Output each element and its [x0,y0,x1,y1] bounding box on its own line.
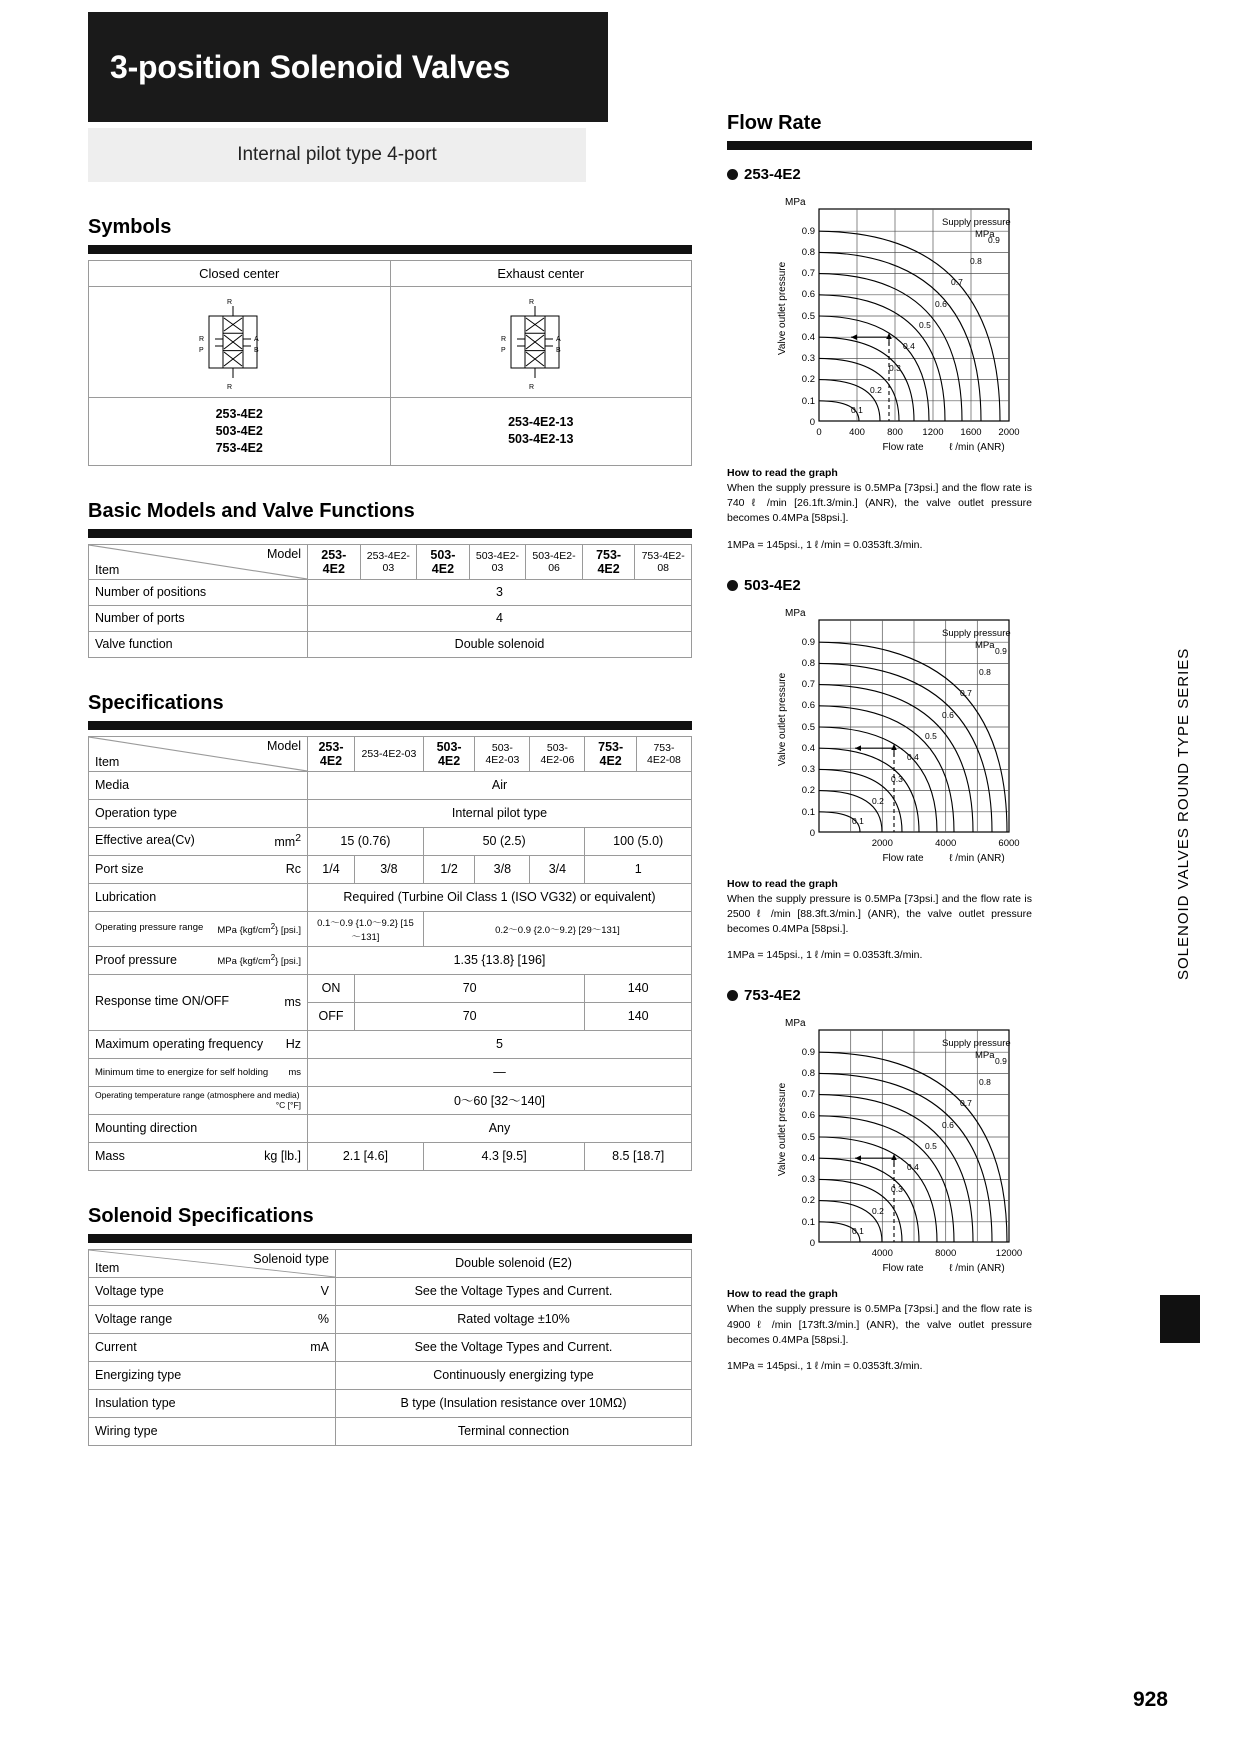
svg-text:ℓ /min (ANR): ℓ /min (ANR) [949,442,1005,453]
row-label: Number of ports [89,605,308,631]
symbols-table [88,260,692,466]
svg-text:0.1: 0.1 [801,396,815,407]
model-header: 253-4E2-03 [360,544,417,579]
model-name: 253-4E2-13 [508,415,574,430]
svg-text:8000: 8000 [935,1248,957,1260]
svg-text:ℓ /min (ANR): ℓ /min (ANR) [949,1263,1005,1275]
table-row [89,1114,692,1142]
svg-text:0.1: 0.1 [851,405,863,415]
response-off-label: OFF [308,1002,355,1030]
svg-text:0.3: 0.3 [801,763,815,775]
row-label: Lubrication [89,883,308,911]
table-row [89,946,692,974]
row-value: Required (Turbine Oil Class 1 (ISO VG32) or equivalent) [308,883,692,911]
symbols-section [88,216,692,466]
response-on-label: ON [308,974,355,1002]
svg-text:0.7: 0.7 [960,687,972,698]
table-row [89,1389,692,1417]
row-label: Insulation type [89,1389,336,1417]
svg-text:0.8: 0.8 [970,256,982,266]
table-row [89,605,692,631]
item-label: Item [95,1260,120,1275]
flow-chart-753 [727,1008,1032,1278]
table-row [89,1305,692,1333]
row-value: Internal pilot type [308,799,692,827]
svg-text:Valve outlet pressure: Valve outlet pressure [777,1083,788,1177]
row-label: Operation type [89,799,308,827]
row-value: 3/4 [530,855,585,883]
table-row [89,911,692,946]
solenoid-type-label: Solenoid type [253,1251,329,1266]
item-label: Item [95,754,120,769]
symbols-col2-header: Exhaust center [390,261,692,287]
symbols-heading: Symbols [88,216,172,238]
svg-text:0.8: 0.8 [979,1077,991,1088]
howto-label-753: How to read the graph [727,1288,838,1301]
svg-text:0.7: 0.7 [951,277,963,287]
row-value: 3 [308,579,692,605]
side-marker [1160,1295,1200,1343]
row-value: 140 [585,1002,692,1030]
row-value: 3/8 [355,855,424,883]
port-label: R [227,299,233,306]
svg-text:0.3: 0.3 [891,1184,903,1195]
label-text: Current [95,1340,137,1355]
row-value: Double solenoid [308,631,692,657]
svg-text:0.7: 0.7 [960,1098,972,1109]
svg-text:Supply pressure: Supply pressure [942,627,1011,639]
row-label-voltage-type [89,1277,336,1305]
row-label: Valve function [89,631,308,657]
svg-text:0.4: 0.4 [907,751,919,762]
table-row [89,1277,692,1305]
port-label: R [199,336,205,343]
port-label: R [528,299,534,306]
svg-text:0.7: 0.7 [801,268,815,279]
svg-text:2000: 2000 [871,837,893,849]
svg-text:0: 0 [816,427,822,438]
symbols-models-exhaust [390,398,692,466]
svg-text:Supply pressure: Supply pressure [942,1038,1011,1050]
table-row [89,771,692,799]
table-row [89,1058,692,1086]
svg-text:0.1: 0.1 [801,806,815,818]
svg-text:MPa: MPa [785,1018,806,1030]
port-label: P [199,347,204,354]
specifications-section [88,692,692,1171]
label-text: Response time ON/OFF [95,994,230,1009]
svg-text:0.5: 0.5 [925,730,937,741]
svg-text:MPa: MPa [975,229,995,240]
item-model-header [89,736,308,771]
model-header: 503-4E2 [417,544,470,579]
unit-label: mA [310,1340,329,1355]
svg-text:4000: 4000 [871,1248,893,1260]
table-row [89,827,692,855]
model-name: 253-4E2 [215,407,263,421]
table-row [89,398,692,466]
svg-text:MPa: MPa [975,639,995,651]
chart-title-text: 503-4E2 [744,576,801,594]
svg-text:0.6: 0.6 [801,289,815,300]
howto-text-503: When the supply pressure is 0.5MPa [73psi.] and the flow rate is 2500 ℓ /min [88.3ft.3/min.] (ANR), the valve outlet pressure becomes 0.4MPa [58psi.]. [727,892,1032,936]
svg-text:2000: 2000 [998,427,1020,438]
svg-text:0.4: 0.4 [801,742,815,754]
chart-title-253 [727,166,1032,183]
model-label: Model [266,546,301,561]
svg-text:Valve outlet pressure: Valve outlet pressure [777,672,788,766]
svg-text:0.6: 0.6 [935,299,947,309]
item-label: Item [95,562,120,577]
page-title: 3-position Solenoid Valves [110,48,511,85]
table-row [89,287,692,398]
row-label: Number of positions [89,579,308,605]
row-value: 0.1～0.9 {1.0～9.2} [15～131] [308,911,424,946]
svg-text:6000: 6000 [998,837,1020,849]
row-value: 140 [585,974,692,1002]
specifications-heading: Specifications [88,691,224,714]
model-header: 503-4E2-06 [526,544,583,579]
table-row [89,1249,692,1277]
solenoid-heading: Solenoid Specifications [88,1204,314,1227]
unit-label: $mm^2$ [274,833,301,850]
row-label-effective-area [89,827,308,855]
table-row [89,855,692,883]
row-label-operating-pressure [89,911,308,946]
table-row [89,1086,692,1114]
row-value: Rated voltage ±10% [336,1305,692,1333]
row-value: 50 (2.5) [423,827,585,855]
svg-text:0.6: 0.6 [801,1110,815,1122]
port-label: B [555,347,561,354]
right-column [727,112,1032,1372]
svg-text:0.9: 0.9 [801,636,815,648]
chart-title-753 [727,987,1032,1004]
row-label-max-frequency [89,1030,308,1058]
row-label-current [89,1333,336,1361]
row-value: See the Voltage Types and Current. [336,1333,692,1361]
model-header: 753-4E2-08 [635,544,692,579]
port-label: P [500,347,506,354]
svg-text:0.9: 0.9 [801,1047,815,1059]
table-row [89,261,692,287]
row-value: B type (Insulation resistance over 10MΩ) [336,1389,692,1417]
divider [727,141,1032,150]
svg-text:800: 800 [887,427,903,438]
svg-text:0.7: 0.7 [801,678,815,690]
row-value: 0.2～0.9 {2.0～9.2} [29～131] [423,911,691,946]
svg-text:0.4: 0.4 [801,1153,815,1165]
unit-label: MPa $\{kgf/cm^2\}$ [psi.] [217,953,301,968]
bullet-icon [727,580,738,591]
svg-text:Flow rate: Flow rate [882,1263,924,1275]
row-value: See the Voltage Types and Current. [336,1277,692,1305]
model-header: 253-4E2 [308,544,361,579]
label-sub: (Cv) [171,833,195,848]
svg-text:1200: 1200 [922,427,944,438]
svg-text:0.5: 0.5 [925,1141,937,1152]
solenoid-type-value: Double solenoid (E2) [336,1249,692,1277]
row-value: 8.5 [18.7] [585,1142,692,1170]
port-label: R [528,384,534,391]
symbols-col1-header: Closed center [89,261,391,287]
svg-text:0.2: 0.2 [801,374,815,385]
svg-text:Supply pressure: Supply pressure [942,217,1011,228]
table-row [89,1417,692,1445]
svg-text:0.2: 0.2 [801,1195,815,1207]
symbol-diagram-closed-center [89,287,391,398]
divider [88,1234,692,1243]
row-label-port-size [89,855,308,883]
port-label: A [555,336,561,343]
basic-models-table [88,544,692,658]
label-text: Maximum operating frequency [95,1037,264,1052]
svg-text:0.8: 0.8 [979,666,991,677]
table-row [89,1142,692,1170]
chart-title-text: 753-4E2 [744,987,801,1005]
model-label: Model [266,738,301,753]
unit-label: ms [284,995,301,1010]
table-row [89,1333,692,1361]
table-row [89,579,692,605]
row-label: Wiring type [89,1417,336,1445]
unit-label: Rc [285,862,301,877]
svg-text:0.8: 0.8 [801,247,815,258]
specifications-table [88,736,692,1171]
unit-label: V [320,1284,329,1299]
solenoid-table [88,1249,692,1446]
unit-label: °C [°F] [275,1100,301,1111]
svg-text:Flow rate: Flow rate [882,442,924,453]
row-label-mass [89,1142,308,1170]
row-label-operating-temperature [89,1086,308,1114]
row-label: Energizing type [89,1361,336,1389]
divider [88,245,692,254]
chart-title-503 [727,577,1032,594]
svg-text:0.5: 0.5 [801,311,815,322]
svg-text:0.3: 0.3 [889,363,901,373]
solenoid-specifications-section [88,1205,692,1446]
svg-text:0.1: 0.1 [801,1217,815,1229]
symbols-models-closed [89,398,391,466]
table-row [89,631,692,657]
divider [88,529,692,538]
table-row [89,799,692,827]
row-value: Any [308,1114,692,1142]
model-name: 503-4E2 [215,423,263,438]
row-label: Media [89,771,308,799]
page-subtitle: Internal pilot type 4-port [88,128,586,182]
svg-text:0.4: 0.4 [907,1162,919,1173]
row-value: 0～60 [32～140] [308,1086,692,1114]
model-header: 503-4E2-03 [469,544,526,579]
model-name: 753-4E2 [215,440,263,455]
basic-models-section [88,500,692,658]
row-value: — [308,1058,692,1086]
row-value: Terminal connection [336,1417,692,1445]
label-text: Minimum time to energize for self holding [95,1066,269,1078]
row-value: 4.3 [9.5] [423,1142,585,1170]
port-label: R [500,336,506,343]
bullet-icon [727,990,738,1001]
svg-text:0: 0 [809,1238,815,1250]
svg-text:0.3: 0.3 [801,1174,815,1186]
label-text: Operating temperature range (atmosphere and media) [95,1090,300,1101]
item-model-header [89,544,308,579]
svg-text:0.4: 0.4 [903,341,915,351]
row-value: 2.1 [4.6] [308,1142,424,1170]
svg-text:Valve outlet pressure: Valve outlet pressure [777,261,788,355]
row-value: 4 [308,605,692,631]
svg-text:0.4: 0.4 [801,332,815,343]
flow-chart-503 [727,598,1032,868]
conversion-text-253: 1MPa = 145psi., 1 ℓ /min = 0.0353ft.3/min. [727,538,923,551]
table-row [89,1361,692,1389]
flow-rate-heading: Flow Rate [727,112,822,134]
svg-text:ℓ /min (ANR): ℓ /min (ANR) [949,852,1005,864]
svg-text:0.2: 0.2 [872,795,884,806]
svg-text:0.9: 0.9 [995,1056,1007,1067]
label-text: Proof pressure [95,953,177,968]
label-text: Operating pressure range [95,921,204,933]
divider [88,721,692,730]
svg-text:0.9: 0.9 [801,226,815,237]
page-title-bar [88,12,608,122]
svg-text:0.6: 0.6 [942,709,954,720]
svg-text:0.2: 0.2 [801,784,815,796]
svg-text:0.3: 0.3 [891,773,903,784]
howto-text-753: When the supply pressure is 0.5MPa [73psi.] and the flow rate is 4900 ℓ /min [173ft.3/min.] (ANR), the valve outlet pressure becomes 0.4MPa [58psi.]. [727,1303,1032,1346]
series-side-label: SOLENOID VALVES ROUND TYPE SERIES [1175,647,1192,980]
table-row [89,974,692,1002]
model-header: 503-4E2 [423,736,475,771]
conversion-text-503: 1MPa = 145psi., 1 ℓ /min = 0.0353ft.3/min. [727,949,923,962]
table-row [89,883,692,911]
svg-text:0.2: 0.2 [872,1206,884,1217]
svg-text:0.5: 0.5 [801,1132,815,1144]
svg-text:0.5: 0.5 [801,721,815,733]
symbol-diagram-exhaust-center [390,287,692,398]
row-label-proof-pressure [89,946,308,974]
svg-text:Flow rate: Flow rate [882,852,924,864]
row-value: 15 (0.76) [308,827,424,855]
row-value: 1 [585,855,692,883]
table-row [89,736,692,771]
table-row [89,544,692,579]
row-label: Mounting direction [89,1114,308,1142]
howto-text-253: When the supply pressure is 0.5MPa [73psi.] and the flow rate is 740 ℓ /min [26.1ft.3/min.] (ANR), the valve outlet pressure becomes 0.4MPa [58psi.]. [727,482,1032,525]
svg-text:0.2: 0.2 [870,385,882,395]
unit-label: ms [288,1066,301,1078]
svg-text:0.1: 0.1 [852,1226,864,1237]
page-number: 928 [1132,1688,1168,1711]
svg-text:0.8: 0.8 [801,657,815,669]
left-column [88,0,708,1446]
svg-text:0.1: 0.1 [852,815,864,826]
row-value: 1.35 {13.8} [196] [308,946,692,974]
svg-text:MPa: MPa [785,197,806,208]
label-text: Voltage range [95,1312,173,1327]
model-header: 753-4E2 [582,544,635,579]
table-row [89,1030,692,1058]
basic-models-heading: Basic Models and Valve Functions [88,499,415,522]
model-header: 503-4E2-06 [530,736,585,771]
port-label: A [254,336,259,343]
svg-text:0.5: 0.5 [919,320,931,330]
label-text: Effective area [95,833,172,848]
svg-text:0.7: 0.7 [801,1089,815,1101]
conversion-text-753: 1MPa = 145psi., 1 ℓ /min = 0.0353ft.3/min. [727,1359,923,1372]
row-value: 3/8 [475,855,530,883]
row-value: Continuously energizing type [336,1361,692,1389]
model-header: 253-4E2-03 [355,736,424,771]
svg-text:400: 400 [849,427,865,438]
svg-text:0.9: 0.9 [995,645,1007,656]
unit-label: kg [lb.] [264,1149,301,1164]
row-value: 70 [355,1002,585,1030]
label-text: Mass [95,1149,125,1164]
row-value: Air [308,771,692,799]
howto-label-253: How to read the graph [727,467,838,479]
svg-text:MPa: MPa [785,607,806,619]
row-value: 1/4 [308,855,355,883]
chart-title-text: 253-4E2 [744,166,801,183]
svg-text:0: 0 [809,417,815,428]
item-type-header [89,1249,336,1277]
model-header: 503-4E2-03 [475,736,530,771]
unit-label: MPa $\{kgf/cm^2\}$ [psi.] [217,921,301,936]
port-label: B [254,347,259,354]
row-label-response-time [89,974,308,1030]
svg-text:0.3: 0.3 [801,353,815,364]
svg-text:0.6: 0.6 [801,699,815,711]
row-label-voltage-range [89,1305,336,1333]
label-text: Port size [95,862,144,877]
row-value: 70 [355,974,585,1002]
unit-label: Hz [285,1037,301,1052]
row-value: 5 [308,1030,692,1058]
svg-text:4000: 4000 [935,837,957,849]
svg-text:12000: 12000 [995,1248,1023,1260]
svg-text:MPa: MPa [975,1050,995,1062]
label-text: Voltage type [95,1284,164,1299]
row-label-min-time [89,1058,308,1086]
model-header: 753-4E2 [585,736,637,771]
svg-text:0.8: 0.8 [801,1068,815,1080]
model-name: 503-4E2-13 [508,432,574,447]
row-value: 1/2 [423,855,475,883]
model-header: 753-4E2-08 [636,736,691,771]
port-label: R [227,384,233,391]
unit-label: % [317,1312,329,1327]
row-value: 100 (5.0) [585,827,692,855]
howto-label-503: How to read the graph [727,877,838,890]
model-header: 253-4E2 [308,736,355,771]
flow-chart-253 [727,187,1032,457]
bullet-icon [727,169,738,180]
svg-text:0: 0 [809,827,815,839]
svg-text:0.9: 0.9 [988,235,1000,245]
svg-text:0.6: 0.6 [942,1120,954,1131]
svg-text:1600: 1600 [960,427,982,438]
